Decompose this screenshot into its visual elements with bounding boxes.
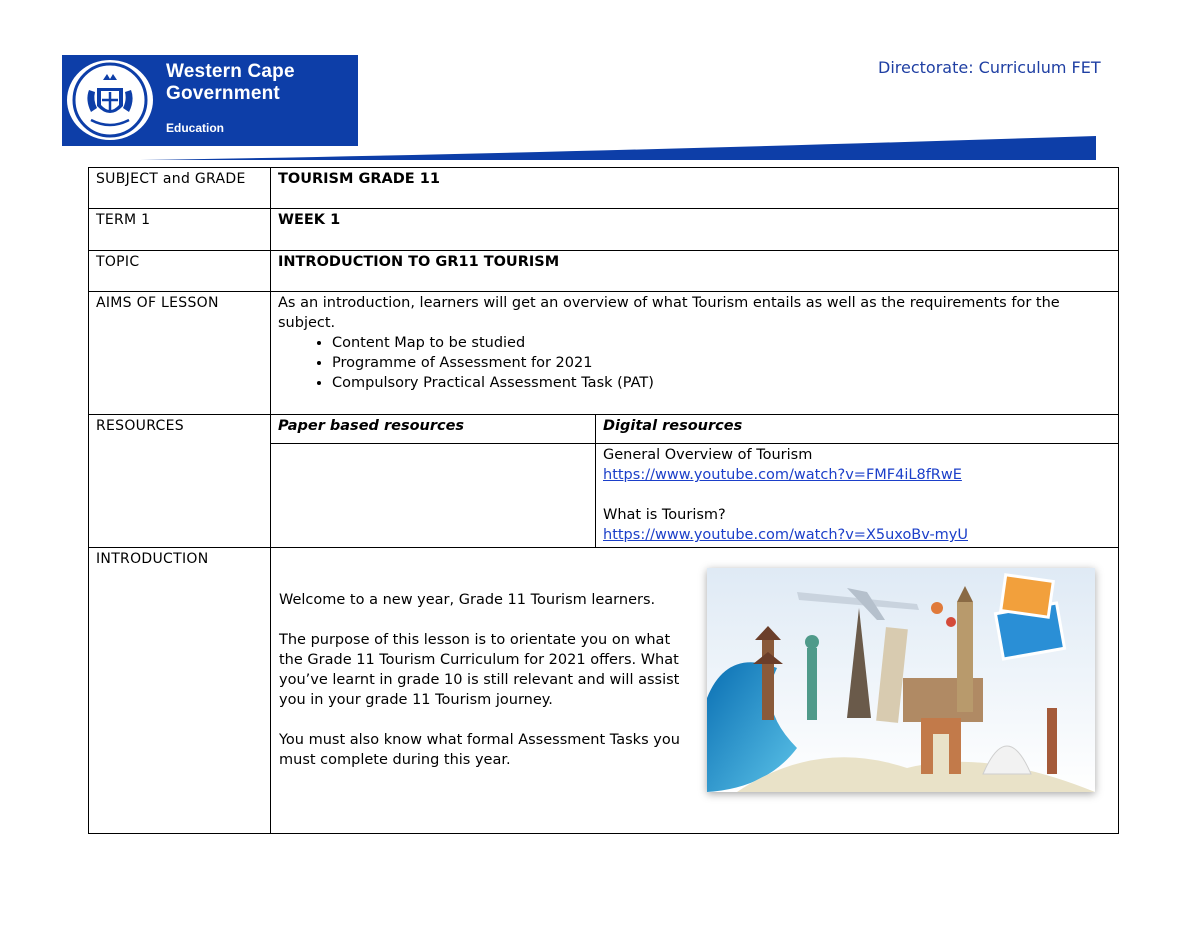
term-label: TERM 1 [89,209,271,251]
resource-link[interactable]: https://www.youtube.com/watch?v=X5uxoBv-myU [603,527,968,543]
directorate-label: Directorate: Curriculum FET [878,58,1101,77]
subject-label: SUBJECT and GRADE [89,168,271,209]
introduction-label: INTRODUCTION [89,548,271,834]
aims-label: AIMS OF LESSON [89,292,271,415]
logo-line2: Government [166,83,280,104]
intro-paragraph: The purpose of this lesson is to orientate you on what the Grade 11 Tourism Curriculum for 2021 offers. What you’ve learnt in grade 10 is still relevant and will assist you in your grade 11 Tourism journey. [279,632,680,708]
term-row [89,209,1119,251]
header-swoosh [140,134,1100,162]
resource-title: General Overview of Tourism [603,447,813,463]
subject-row [89,168,1119,209]
digital-resources-header: Digital resources [596,415,1119,444]
list-item: • Compulsory Practical Assessment Task (PAT) [332,373,1111,393]
aims-content [271,292,1119,415]
intro-paragraph: You must also know what formal Assessment Tasks you must complete during this year. [279,732,680,768]
resources-header-row [89,415,1119,444]
aims-row [89,292,1119,415]
resource-title: What is Tourism? [603,507,726,523]
digital-resources-cell [596,444,1119,548]
subject-value: TOURISM GRADE 11 [271,168,1119,209]
list-item: • Content Map to be studied [332,333,1111,353]
tourism-landmarks-image [707,568,1095,792]
introduction-row [89,548,1119,834]
list-item: • Programme of Assessment for 2021 [332,353,1111,373]
introduction-content [271,548,1119,834]
intro-paragraph: Welcome to a new year, Grade 11 Tourism learners. [279,592,656,608]
topic-label: TOPIC [89,251,271,292]
coat-of-arms-icon [67,60,153,140]
aims-intro: As an introduction, learners will get an overview of what Tourism entails as well as the requirements for the subject. [278,295,1060,331]
topic-row [89,251,1119,292]
aims-list [278,333,1111,393]
topic-value: INTRODUCTION TO GR11 TOURISM [271,251,1119,292]
lesson-plan-table [88,167,1119,834]
resources-label: RESOURCES [89,415,271,548]
logo-department: Education [166,121,225,135]
paper-resources-cell [271,444,596,548]
logo-line1: Western Cape [166,61,295,82]
week-value: WEEK 1 [271,209,1119,251]
paper-resources-header: Paper based resources [271,415,596,444]
wcg-logo [62,55,358,146]
resource-link[interactable]: https://www.youtube.com/watch?v=FMF4iL8fRwE [603,467,962,483]
introduction-text [279,590,689,790]
